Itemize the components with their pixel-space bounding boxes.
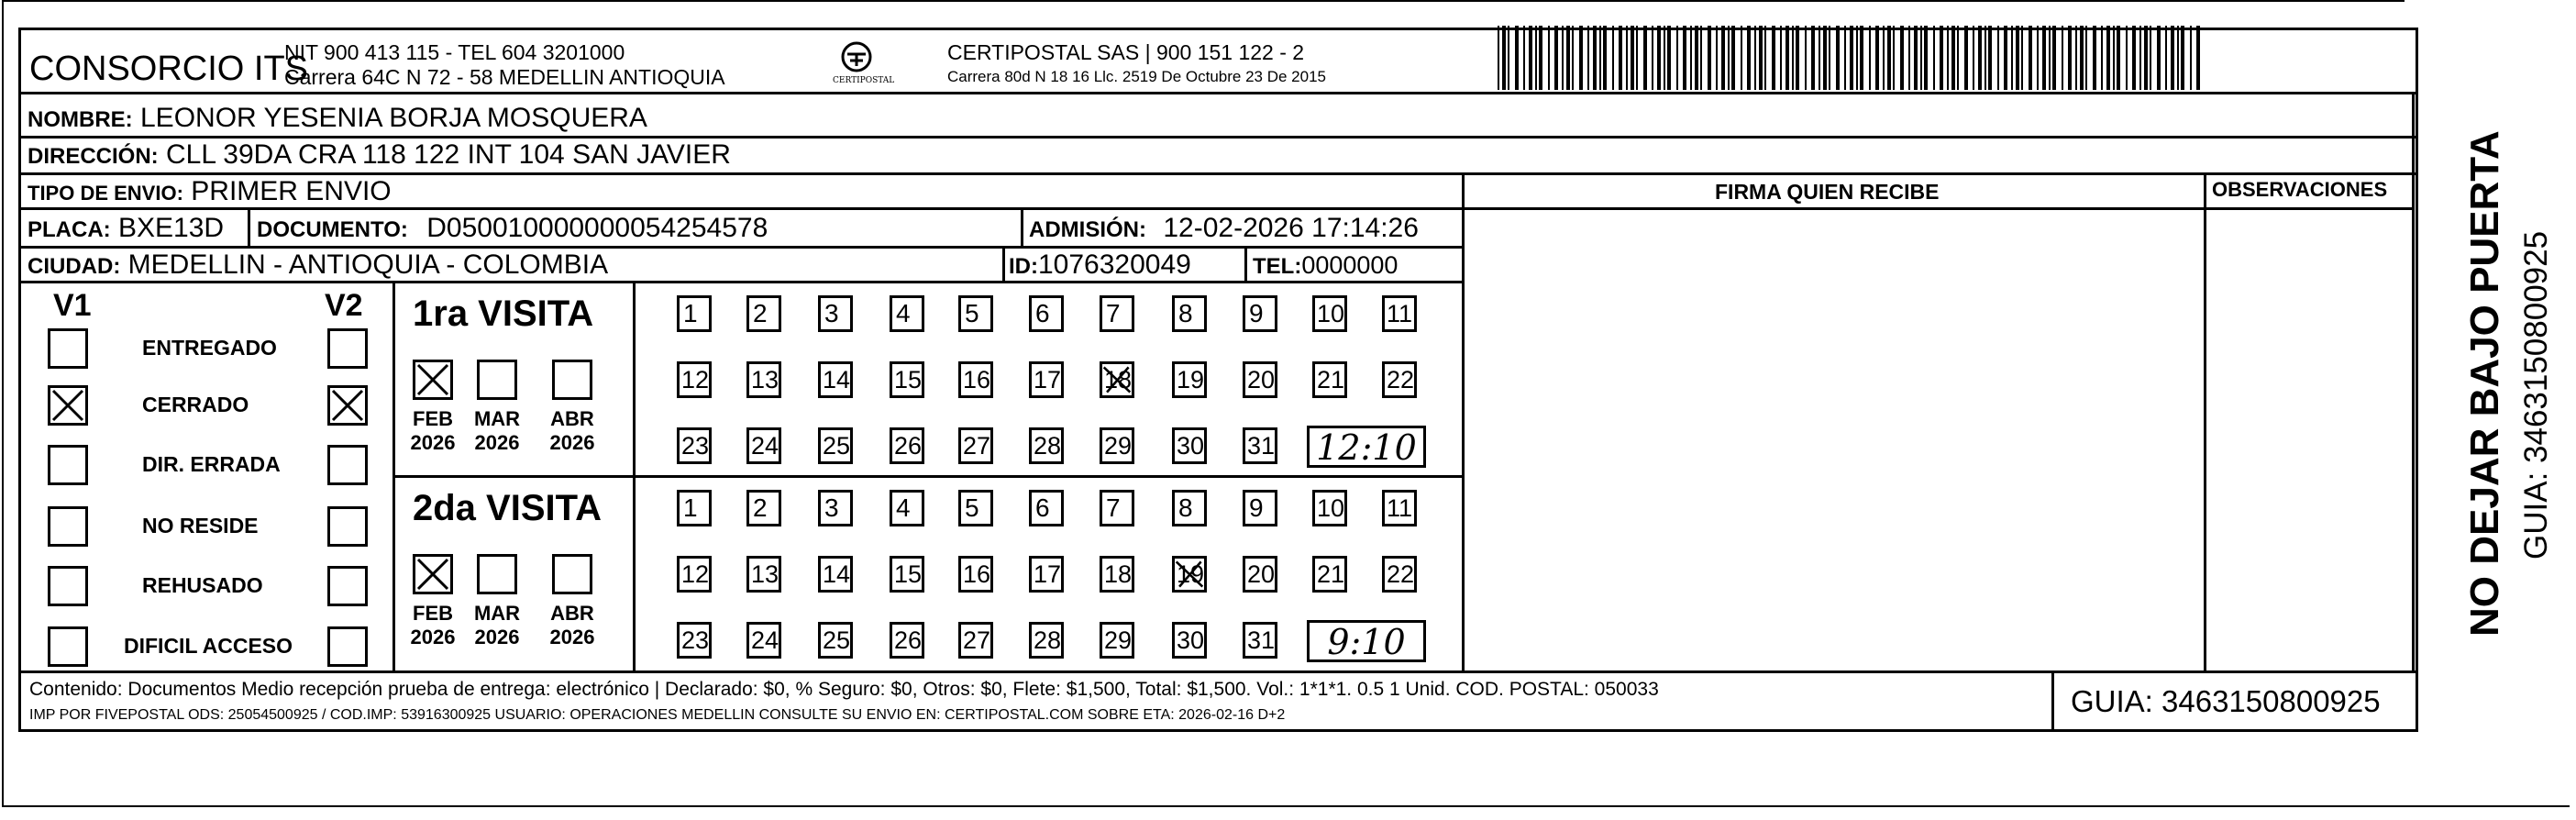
v2-checkbox: [327, 328, 368, 369]
day-box: 3: [818, 295, 853, 332]
v1-checkbox: [48, 328, 88, 369]
day-box: 5: [958, 490, 993, 526]
day-box: 15: [890, 556, 924, 593]
day-box: 24: [746, 622, 781, 659]
day-box: 15: [890, 361, 924, 398]
direccion-field: DIRECCIÓN: CLL 39DA CRA 118 122 INT 104 SAN JAVIER: [28, 139, 731, 170]
visit-title: 2da VISITA: [413, 488, 602, 528]
documento-field: DOCUMENTO: D050010000000054254578: [257, 213, 768, 243]
day-box: 16: [958, 361, 993, 398]
day-box: 21: [1312, 556, 1347, 593]
day-box: 28: [1029, 622, 1064, 659]
v1-label: V1: [53, 288, 92, 323]
v2-checkbox: [327, 385, 368, 426]
day-box: 6: [1029, 490, 1064, 526]
row-divider: [18, 172, 2418, 175]
day-box: 7: [1100, 295, 1134, 332]
bottom-edge-line: [2, 805, 2570, 807]
left-edge-line: [2, 0, 4, 807]
ciudad-value: MEDELLIN - ANTIOQUIA - COLOMBIA: [127, 249, 609, 280]
day-box: 29: [1100, 622, 1134, 659]
day-box: 17: [1029, 361, 1064, 398]
row-divider: [18, 281, 1465, 283]
day-box: 25: [818, 427, 853, 464]
day-box: 5: [958, 295, 993, 332]
day-box: 12: [677, 556, 712, 593]
obs-divider: [2204, 172, 2206, 672]
month-label: FEB: [413, 602, 453, 625]
status-option-label: NO RESIDE: [142, 514, 259, 537]
tipo-field: TIPO DE ENVIO: PRIMER ENVIO: [28, 176, 392, 206]
form-frame: [18, 28, 2418, 732]
v2-checkbox: [327, 626, 368, 667]
day-box: 24: [746, 427, 781, 464]
status-option-label: ENTREGADO: [142, 336, 277, 360]
placa-value: BXE13D: [118, 213, 225, 243]
footer-guia: GUIA: 3463150800925: [2071, 684, 2381, 718]
v2-checkbox: [327, 566, 368, 606]
day-box: 28: [1029, 427, 1064, 464]
certipostal-info: CERTIPOSTAL SAS | 900 151 122 - 2: [947, 40, 1305, 64]
day-box: 30: [1172, 622, 1207, 659]
day-box: 18: [1100, 556, 1134, 593]
day-box: 22: [1382, 361, 1417, 398]
row-divider: [1462, 207, 2415, 210]
day-box: 6: [1029, 295, 1064, 332]
day-box: 27: [958, 427, 993, 464]
tel-field: TEL:0000000: [1253, 251, 1399, 279]
day-box: 11: [1382, 490, 1417, 526]
day-box: 14: [818, 361, 853, 398]
cell-divider: [1021, 207, 1023, 246]
visit-time: 12:10: [1307, 426, 1426, 468]
observaciones-header: OBSERVACIONES: [2212, 178, 2388, 201]
day-box: 27: [958, 622, 993, 659]
tel-value: 0000000: [1301, 251, 1399, 279]
v1-checkbox: [48, 566, 88, 606]
month-year-label: 2026: [410, 431, 456, 454]
placa-field: PLACA: BXE13D: [28, 213, 225, 243]
day-box: 29: [1100, 427, 1134, 464]
company-nit: NIT 900 413 115 - TEL 604 3201000: [284, 40, 625, 64]
status-option-label: CERRADO: [142, 393, 249, 416]
side-guia: GUIA: 3463150800925: [2518, 230, 2554, 560]
day-box: 22: [1382, 556, 1417, 593]
certipostal-logo: CERTIPOSTAL: [827, 39, 886, 92]
day-box: 10: [1312, 295, 1347, 332]
cell-divider: [248, 207, 250, 246]
day-box: 17: [1029, 556, 1064, 593]
v1-checkbox: [48, 506, 88, 547]
day-box: 19: [1172, 361, 1207, 398]
month-year-label: 2026: [410, 626, 456, 648]
day-box: 11: [1382, 295, 1417, 332]
month-label: FEB: [413, 407, 453, 430]
month-checkbox: [413, 360, 453, 400]
day-box: 7: [1100, 490, 1134, 526]
day-box: 18: [1100, 361, 1134, 398]
day-box: 23: [677, 622, 712, 659]
direccion-value: CLL 39DA CRA 118 122 INT 104 SAN JAVIER: [166, 139, 731, 170]
admision-field: ADMISIÓN: 12-02-2026 17:14:26: [1029, 213, 1419, 243]
day-box: 1: [677, 490, 712, 526]
v1-checkbox: [48, 385, 88, 426]
day-box: 1: [677, 295, 712, 332]
row-divider: [18, 207, 1465, 210]
footer-imp: IMP POR FIVEPOSTAL ODS: 25054500925 / COD.IMP: 53916300925 USUARIO: OPERACIONES MEDELLIN CONSULTE SU ENVIO EN: CERTIPOSTAL.COM SOBRE ETA: 2026-02-16 D+2: [29, 707, 1286, 723]
day-box: 4: [890, 295, 924, 332]
visit-divider: [392, 475, 1462, 478]
day-box: 26: [890, 622, 924, 659]
day-box: 14: [818, 556, 853, 593]
firma-header: FIRMA QUIEN RECIBE: [1715, 180, 1940, 204]
day-box: 30: [1172, 427, 1207, 464]
day-box: 25: [818, 622, 853, 659]
documento-value: D050010000000054254578: [426, 213, 768, 243]
admision-value: 12-02-2026 17:14:26: [1163, 213, 1419, 243]
day-box: 23: [677, 427, 712, 464]
id-value: 1076320049: [1038, 249, 1191, 280]
nombre-field: NOMBRE: LEONOR YESENIA BORJA MOSQUERA: [28, 103, 647, 133]
day-box: 9: [1243, 295, 1277, 332]
id-field: ID:1076320049: [1009, 249, 1191, 280]
status-option-label: DIR. ERRADA: [142, 452, 281, 476]
day-box: 31: [1243, 427, 1277, 464]
month-year-label: 2026: [549, 431, 595, 454]
status-option-label: DIFICIL ACCESO: [124, 634, 293, 658]
v1-checkbox: [48, 626, 88, 667]
month-checkbox: [552, 360, 592, 400]
barcode: [1498, 26, 2209, 90]
status-option-label: REHUSADO: [142, 573, 263, 597]
top-edge-line: [2, 0, 2405, 2]
day-box: 2: [746, 295, 781, 332]
no-dejar-bajo-puerta: NO DEJAR BAJO PUERTA: [2462, 130, 2507, 637]
day-box: 20: [1243, 556, 1277, 593]
day-box: 16: [958, 556, 993, 593]
obs-right-divider: [2412, 92, 2415, 672]
certipostal-license: Carrera 80d N 18 16 Llc. 2519 De Octubre 23 De 2015: [947, 68, 1326, 85]
footer-guia-divider: [2051, 670, 2054, 732]
day-box: 31: [1243, 622, 1277, 659]
month-label: MAR: [473, 407, 521, 430]
day-box: 12: [677, 361, 712, 398]
header-divider: [18, 92, 2418, 94]
visit-time: 9:10: [1307, 620, 1426, 662]
month-label: MAR: [473, 602, 521, 625]
day-box: 8: [1172, 295, 1207, 332]
month-checkbox: [413, 554, 453, 594]
day-box: 9: [1243, 490, 1277, 526]
day-box: 10: [1312, 490, 1347, 526]
ciudad-field: CIUDAD: MEDELLIN - ANTIOQUIA - COLOMBIA: [28, 249, 609, 280]
day-box: 4: [890, 490, 924, 526]
month-label: ABR: [550, 602, 594, 625]
visit-title: 1ra VISITA: [413, 294, 594, 334]
month-year-label: 2026: [549, 626, 595, 648]
nombre-value: LEONOR YESENIA BORJA MOSQUERA: [140, 103, 647, 133]
day-box: 13: [746, 361, 781, 398]
day-box: 19: [1172, 556, 1207, 593]
day-box: 26: [890, 427, 924, 464]
cell-divider: [1244, 246, 1247, 283]
day-box: 13: [746, 556, 781, 593]
footer-divider: [18, 670, 2418, 673]
day-box: 2: [746, 490, 781, 526]
firma-divider: [1462, 172, 1465, 672]
v2-label: V2: [325, 288, 363, 323]
day-box: 8: [1172, 490, 1207, 526]
month-label: ABR: [550, 407, 594, 430]
day-box: 3: [818, 490, 853, 526]
month-year-label: 2026: [474, 431, 520, 454]
row-divider: [18, 136, 2418, 139]
v1-checkbox: [48, 445, 88, 485]
v2-checkbox: [327, 445, 368, 485]
day-box: 20: [1243, 361, 1277, 398]
v2-checkbox: [327, 506, 368, 547]
company-address: Carrera 64C N 72 - 58 MEDELLIN ANTIOQUIA: [284, 65, 725, 89]
month-checkbox: [552, 554, 592, 594]
month-checkbox: [477, 360, 517, 400]
day-box: 21: [1312, 361, 1347, 398]
month-checkbox: [477, 554, 517, 594]
tipo-value: PRIMER ENVIO: [191, 176, 392, 206]
row-divider: [18, 246, 1465, 249]
footer-contenido: Contenido: Documentos Medio recepción prueba de entrega: electrónico | Declarado: $0, % Seguro: $0, Otros: $0, Flete: $1,500, Total: $1,500. Vol.: 1*1*1. 0.5 1 Unid. COD. POSTAL: 050033: [29, 679, 1659, 700]
month-year-label: 2026: [474, 626, 520, 648]
cell-divider: [1002, 246, 1005, 283]
company-name: CONSORCIO ITS: [29, 50, 309, 88]
